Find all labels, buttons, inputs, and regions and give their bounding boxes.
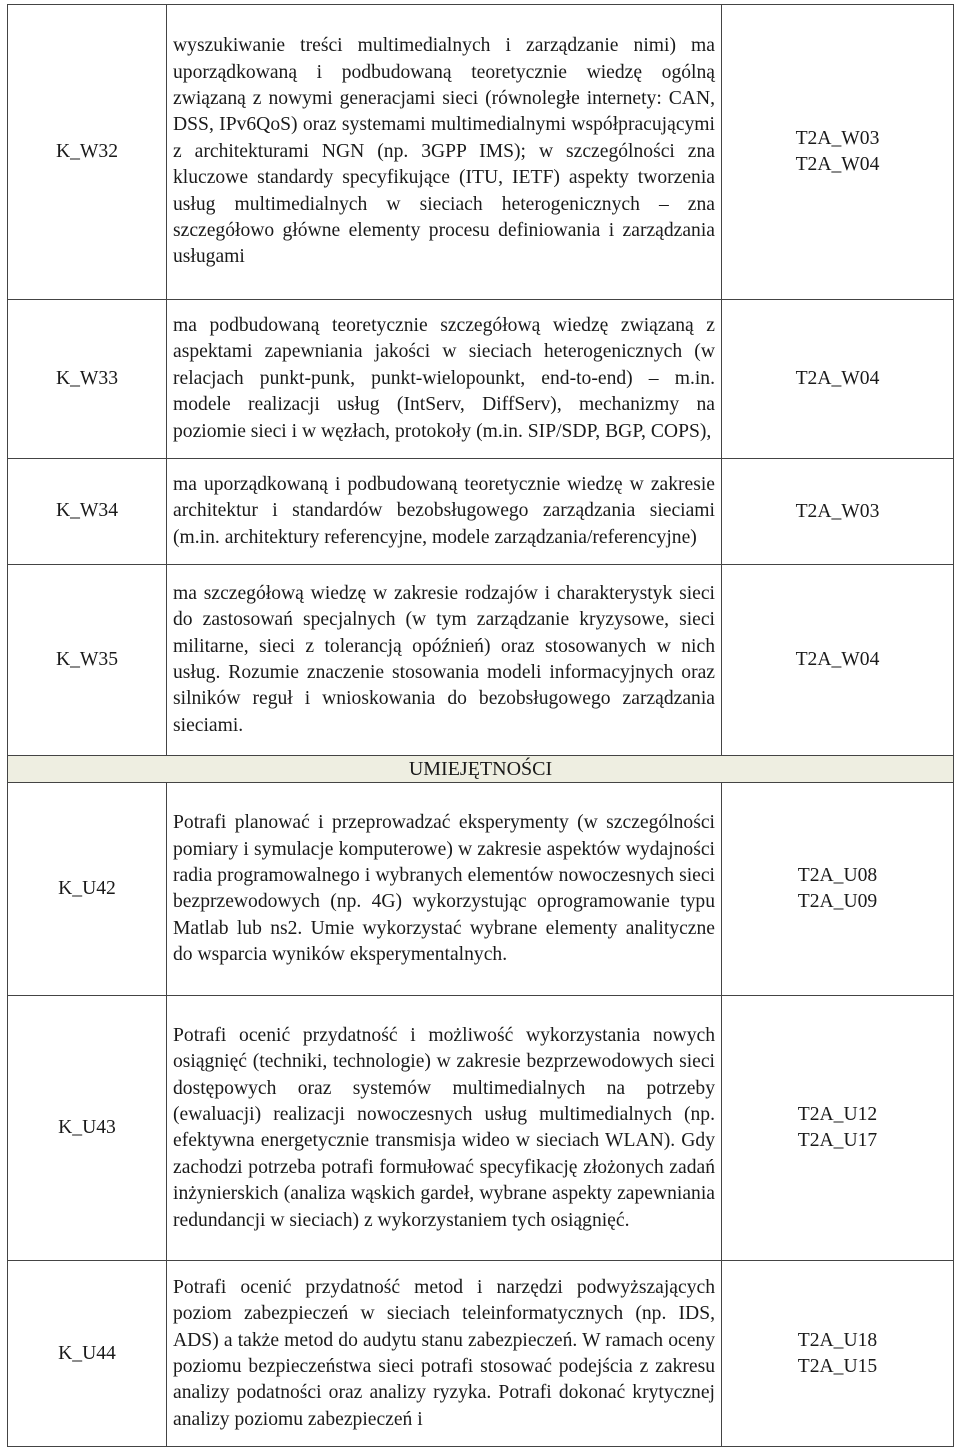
outcome-references xyxy=(722,1261,954,1447)
outcome-references xyxy=(722,300,954,459)
outcome-description: ma szczegółową wiedzę w zakresie rodzajów i charakterystyk sieci do zastosowań specjalnych (w tym zarządzanie kryzysowe, sieci militarne, sieci z tolerancją opóźnień) oraz stosowanych w nich usług. Rozumie znaczenie stosowania modeli informacyjnych oraz silników reguł i wnioskowania do bezobsługowego zarządzania sieciami. xyxy=(167,565,722,756)
outcome-references xyxy=(722,783,954,996)
learning-outcomes-table xyxy=(7,4,954,1447)
reference-code: T2A_U17 xyxy=(797,1130,878,1152)
reference-code: T2A_W04 xyxy=(795,154,880,175)
table-row xyxy=(8,300,954,459)
table-row xyxy=(8,783,954,996)
outcome-code: K_U44 xyxy=(8,1261,167,1447)
section-title: UMIEJĘTNOŚCI xyxy=(8,756,954,783)
reference-code: T2A_U08 xyxy=(797,865,878,887)
table-row xyxy=(8,5,954,300)
reference-code: T2A_W03 xyxy=(795,128,880,149)
table-row xyxy=(8,1261,954,1447)
outcome-code: K_W32 xyxy=(8,5,167,300)
outcome-description: Potrafi ocenić przydatność metod i narzędzi podwyższających poziom zabezpieczeń w sieciach teleinformatycznych (np. IDS, ADS) a także metod do audytu stanu zabezpieczeń. W ramach oceny poziomu bezpieczeństwa sieci potrafi stosować podejścia z zakresu analizy podatności oraz analizy ryzyka. Potrafi dokonać krytycznej analizy poziomu zabezpieczeń i xyxy=(167,1261,722,1447)
section-header-row xyxy=(8,756,954,783)
reference-code: T2A_W03 xyxy=(795,500,880,522)
table-row xyxy=(8,565,954,756)
outcome-references xyxy=(722,5,954,300)
outcome-code: K_W33 xyxy=(8,300,167,459)
reference-code: T2A_U12 xyxy=(797,1104,878,1126)
reference-code: T2A_W04 xyxy=(795,649,880,670)
outcome-references xyxy=(722,565,954,756)
outcome-code: K_W35 xyxy=(8,565,167,756)
outcome-description: Potrafi planować i przeprowadzać eksperymenty (w szczególności pomiary i symulacje komputerowe) w zakresie aspektów wydajności radia programowalnego i wybranych elementów nowoczesnych sieci bezprzewodowych (np. 4G) wykorzystując oprogramowanie typu Matlab lub ns2. Umie wykorzystać wybrane elementy analityczne do wsparcia wyników eksperymentalnych. xyxy=(167,783,722,996)
outcome-code: K_U43 xyxy=(8,996,167,1261)
outcome-description: Potrafi ocenić przydatność i możliwość wykorzystania nowych osiągnięć (techniki, technologie) w zakresie bezprzewodowych sieci dostępowych oraz systemów multimedialnych na potrzeby (ewaluacji) realizacji nowoczesnych usług multimedialnych (np. efektywna energetycznie transmisja wideo w sieciach WLAN). Gdy zachodzi potrzeba potrafi formułować specyfikację złożonych zadań inżynierskich (analiza wąskich gardeł, wybrane aspekty zapewniania redundancji w sieciach) z wykorzystaniem tych osiągnięć. xyxy=(167,996,722,1261)
reference-code: T2A_U15 xyxy=(797,1355,878,1377)
table-row xyxy=(8,459,954,565)
outcome-description: wyszukiwanie treści multimedialnych i zarządzanie nimi) ma uporządkowaną i podbudowaną teoretycznie wiedzę ogólną związaną z nowymi generacjami sieci (równoległe internety: CAN, DSS, IPv6QoS) oraz systemami multimedialnymi współpracującymi z architekturami NGN (np. 3GPP IMS); w szczególności zna kluczowe standardy specyfikujące (ITU, IETF) aspekty tworzenia usług multimedialnych w sieciach heterogenicznych – zna szczegółowo główne elementy procesu definiowania i zarządzania usługami xyxy=(167,5,722,300)
reference-code: T2A_U18 xyxy=(797,1329,878,1351)
outcome-references xyxy=(722,459,954,565)
outcome-code: K_U42 xyxy=(8,783,167,996)
outcome-description: ma uporządkowaną i podbudowaną teoretycznie wiedzę w zakresie architektur i standardów bezobsługowego zarządzania sieciami (m.in. architektury referencyjne, modele zarządzania/referencyjne) xyxy=(167,459,722,565)
outcome-description: ma podbudowaną teoretycznie szczegółową wiedzę związaną z aspektami zapewniania jakości w sieciach heterogenicznych (w relacjach punkt-punk, punkt-wielopounkt, end-to-end) – m.in. modele realizacji usług (IntServ, DiffServ), mechanizmy na poziomie sieci i w węzłach, protokoły (m.in. SIP/SDP, BGP, COPS), xyxy=(167,300,722,459)
reference-code: T2A_U09 xyxy=(797,891,878,913)
outcome-references xyxy=(722,996,954,1261)
table-row xyxy=(8,996,954,1261)
outcome-code: K_W34 xyxy=(8,459,167,565)
reference-code: T2A_W04 xyxy=(795,368,880,389)
